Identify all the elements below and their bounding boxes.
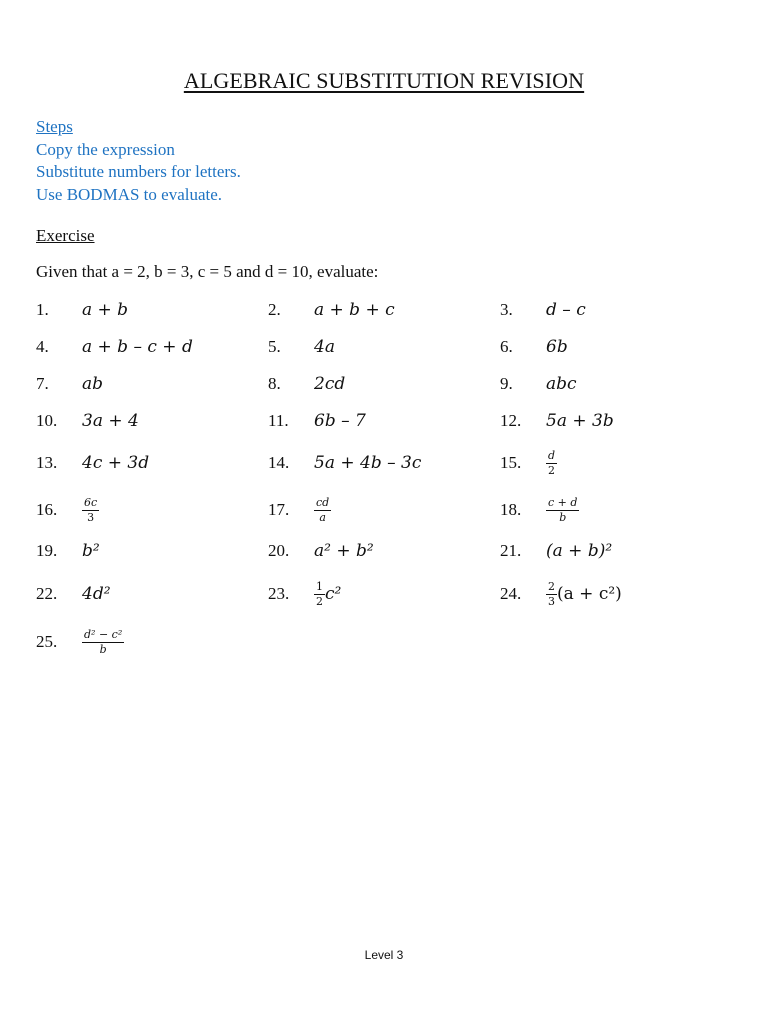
question-number: 12.	[500, 411, 522, 430]
fraction	[82, 629, 124, 656]
question-expression: 4a	[314, 337, 335, 357]
question-item	[36, 290, 128, 330]
question-item	[268, 443, 421, 483]
fraction	[314, 581, 325, 608]
question-number: 4.	[36, 337, 49, 356]
question-number: 13.	[36, 453, 58, 472]
page-title: ALGEBRAIC SUBSTITUTION REVISION	[183, 68, 585, 93]
steps-heading: Steps	[36, 117, 73, 136]
question-expression: 6b	[546, 337, 568, 357]
question-item	[36, 531, 100, 571]
fraction	[314, 497, 331, 524]
fraction-denominator: 3	[87, 510, 95, 524]
question-number: 22.	[36, 584, 58, 603]
step-line: Use BODMAS to evaluate.	[36, 184, 223, 204]
question-number: 16.	[36, 500, 58, 519]
question-expression: 4c + 3d	[82, 453, 150, 473]
question-item	[268, 364, 345, 404]
question-item	[268, 490, 331, 530]
question-item	[500, 364, 577, 404]
expression-suffix: c²	[325, 584, 342, 604]
question-item	[500, 574, 622, 614]
question-number: 21.	[500, 541, 522, 560]
page-footer: Level 3	[364, 948, 404, 962]
fraction-denominator: 2	[316, 594, 323, 608]
question-expression: 2cd	[314, 374, 346, 394]
fraction-numerator: 2	[548, 579, 555, 593]
fraction-numerator: d² − c²	[84, 627, 123, 641]
question-item	[36, 622, 124, 662]
question-expression: 5a + 4b – 3c	[314, 453, 422, 473]
question-expression: 6b – 7	[314, 411, 366, 431]
question-number: 25.	[36, 632, 58, 651]
question-expression: a + b + c	[314, 300, 395, 320]
question-expression: b²	[82, 541, 100, 561]
question-number: 6.	[500, 337, 513, 356]
question-number: 14.	[268, 453, 290, 472]
question-number: 3.	[500, 300, 513, 319]
steps-section	[36, 116, 241, 206]
given-statement: Given that a = 2, b = 3, c = 5 and d = 10, evaluate:	[36, 262, 379, 281]
question-expression: 3a + 4	[82, 411, 139, 431]
question-number: 19.	[36, 541, 58, 560]
fraction-denominator: b	[99, 642, 107, 656]
question-number: 17.	[268, 500, 290, 519]
question-expression: a + b – c + d	[82, 337, 193, 357]
question-number: 8.	[268, 374, 281, 393]
question-item	[36, 574, 111, 614]
question-item	[36, 401, 139, 441]
question-expression: ab	[82, 374, 104, 394]
question-number: 5.	[268, 337, 281, 356]
question-number: 15.	[500, 453, 522, 472]
question-expression: d – c	[546, 300, 586, 320]
question-item	[500, 443, 557, 483]
question-item	[500, 327, 568, 367]
question-item	[500, 401, 614, 441]
exercise-heading: Exercise	[36, 226, 95, 245]
question-item	[268, 401, 366, 441]
question-item	[36, 443, 149, 483]
question-number: 23.	[268, 584, 290, 603]
fraction-denominator: a	[319, 510, 326, 524]
question-number: 24.	[500, 584, 522, 603]
fraction-numerator: d	[548, 448, 556, 462]
question-expression: a² + b²	[314, 541, 374, 561]
question-item	[36, 364, 103, 404]
question-number: 1.	[36, 300, 49, 319]
step-line: Substitute numbers for letters.	[36, 162, 241, 181]
question-expression: abc	[546, 374, 577, 394]
question-item	[36, 327, 193, 367]
question-item	[500, 490, 579, 530]
expression-suffix: (a + c²)	[557, 584, 622, 604]
question-number: 9.	[500, 374, 513, 393]
question-number: 10.	[36, 411, 58, 430]
fraction-denominator: b	[559, 510, 567, 524]
fraction	[82, 497, 99, 524]
question-item	[268, 290, 395, 330]
question-item	[268, 574, 341, 614]
question-item	[268, 531, 374, 571]
fraction-numerator: c + d	[548, 495, 578, 509]
fraction-denominator: 2	[548, 463, 556, 477]
question-expression: a + b	[82, 300, 129, 320]
question-number: 11.	[268, 411, 289, 430]
fraction	[546, 450, 557, 477]
question-expression: 4d²	[82, 584, 111, 604]
question-item	[268, 327, 335, 367]
fraction-denominator: 3	[548, 594, 555, 608]
fraction	[546, 497, 579, 524]
step-line: Copy the expression	[36, 139, 175, 159]
question-number: 20.	[268, 541, 290, 560]
fraction	[546, 581, 557, 608]
question-expression: 5a + 3b	[546, 411, 614, 431]
fraction-numerator: 1	[316, 579, 323, 593]
fraction-numerator: 6c	[84, 495, 98, 509]
question-item	[500, 290, 586, 330]
question-number: 2.	[268, 300, 281, 319]
question-number: 7.	[36, 374, 49, 393]
question-number: 18.	[500, 500, 522, 519]
question-item	[36, 490, 99, 530]
question-expression: (a + b)²	[546, 541, 613, 561]
question-item	[500, 531, 612, 571]
fraction-numerator: cd	[316, 495, 330, 509]
